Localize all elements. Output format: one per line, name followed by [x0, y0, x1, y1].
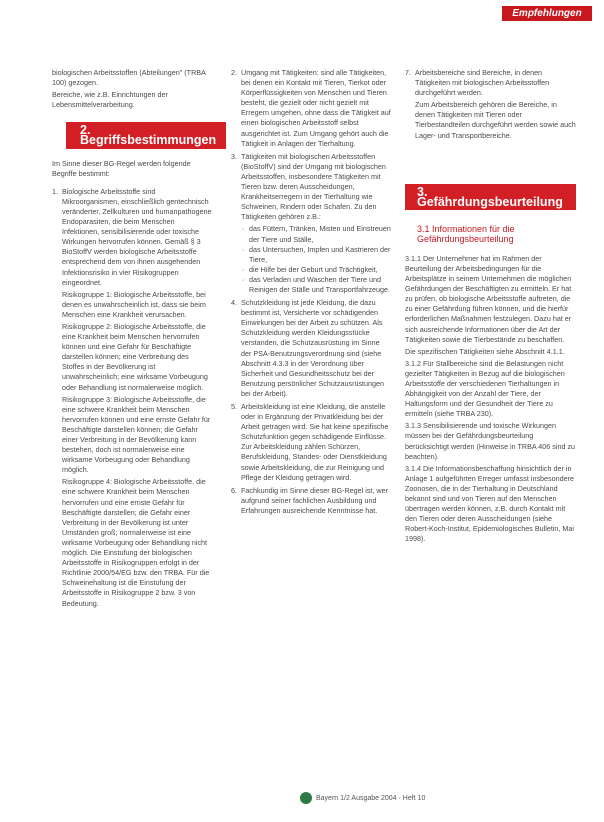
- intro-paragraph: Bereiche, wie z.B. Einrichtungen der Lebensmittelverarbeitung.: [52, 90, 168, 110]
- activity-item: · die Hilfe bei der Geburt und Trächtigkeit,: [241, 265, 392, 275]
- definition-list: [231, 68, 392, 516]
- footer-text: Bayern 1/2 Ausgabe 2004 · Heft 10: [316, 794, 426, 802]
- section-3-heading: 3. Gefährdungsbeurteilung: [405, 184, 576, 210]
- risk-group-2: Risikogruppe 2: Biologische Arbeitsstoffe, die eine Krankheit beim Menschen hervorrufen können und eine Gefahr für Beschäftigte darstellen können; eine Verbreitung des Stoffes in der Bevölkerung ist unwahrscheinlich; eine wirksame Vorbeugung oder Behandlung ist normalerweise möglich.: [62, 321, 208, 392]
- definition-item: [231, 152, 392, 295]
- item-number: 4.: [231, 298, 237, 308]
- publisher-logo-icon: [300, 792, 312, 804]
- body-paragraph: 3.1.2 Für Stallbereiche sind die Belastungen nicht gezielter Tätigkeiten in Bezug auf die biologischen Arbeitsstoffe der verschiedenen Tierhaltungen in Abhängigkeit von der Anzahl der Tiere, der Haltungsform und der Gesundheit der Tiere zu ermitteln (siehe TRBA 230).: [405, 358, 565, 419]
- body-paragraph: 3.1.3 Sensibilisierende und toxische Wirkungen müssen bei der Gefährdungsbeurteilung berücksichtigt werden (Hinweise in TRBA 406 sind zu beachten).: [405, 421, 576, 461]
- definition-text: Tätigkeiten mit biologischen Arbeitsstoffen (BioStoffV) sind der Umgang mit biologischen Arbeitsstoffen, insbesondere Tätigkeiten mit Tieren bzw. deren Ausscheidungen, Krankheitserregern in der Tierhaltung wie Schweinen, Rindern oder Schafen. Zu den Tätigkeiten gehören z.B.:: [241, 151, 386, 222]
- definition-text: Arbeitskleidung ist eine Kleidung, die anstelle oder in Ergänzung der Privatkleidung bei der Arbeit getragen wird. Sie hat keine spezifische Schutzfunktion gegen schädigende Einflüsse. Zur Arbeitskleidung zählen Schürzen, Berufskleidung, Standes- oder Dienstkleidung sowie Arbeitskleidung, die zur Reinigung und Pflege der Kleidung getragen wird.: [241, 402, 389, 482]
- definition-text: Fachkundig im Sinne dieser BG-Regel ist, wer aufgrund seiner fachlichen Ausbildung und Erfahrungen ausreichende Kenntnisse hat.: [241, 485, 389, 515]
- item-number: 2.: [231, 68, 237, 77]
- definition-list: [52, 187, 212, 609]
- activity-item: · das Verladen und Waschen der Tiere und Reinigen der Ställe und Transportfahrzeuge.: [241, 275, 392, 295]
- section-3-1-heading: 3.1 Informationen für die Gefährdungsbeurteilung: [417, 223, 515, 244]
- section-2-lead: Im Sinne dieser BG-Regel werden folgende Begriffe bestimmt:: [52, 158, 191, 178]
- item-number: 1.: [52, 186, 58, 196]
- definition-item: [231, 486, 392, 516]
- definition-text: Biologische Arbeitsstoffe sind Mikroorganismen, einschließlich gentechnisch veränderter, Zellkulturen und humanpathogene Endoparasiten, die beim Menschen Infektionen, sensibilisierende oder toxische Wirkungen hervorrufen können. Gemäß § 3 BioStoffV werden biologische Arbeitsstoffe entsprechend dem von ihnen ausgehenden Infektionsrisiko in vier Risikogruppen eingeordnet.: [62, 186, 212, 287]
- definition-text: Umgang mit Tätigkeiten: sind alle Tätigkeiten, bei denen ein Kontakt mit Tieren, Tierkot oder Körperflüssigkeiten von Menschen und Tieren besteht, die gezielt oder nicht gezielt mit Erregern umgehen, ohne dass die Tätigkeit auf einen biologischen Arbeitsstoff selbst ausgerichtet ist. Zum Umgang gehört auch die Tätigkeit in Anlagen der Tierhaltung.: [241, 68, 391, 148]
- column-1: [52, 68, 217, 612]
- page-footer: [300, 792, 425, 804]
- definition-item: [405, 68, 576, 141]
- risk-group-1: Risikogruppe 1: Biologische Arbeitsstoffe, bei denen es unwahrscheinlich ist, dass sie beim Menschen eine Krankheit verursachen.: [62, 289, 206, 319]
- definition-text: Zum Arbeitsbereich gehören die Bereiche, in denen Tätigkeiten mit Tieren oder Tierbestandteilen durchgeführt werden sowie auch Lager- und Transportbereiche.: [415, 100, 576, 140]
- section-tag: Empfehlungen: [502, 6, 592, 21]
- definition-item: [231, 298, 392, 399]
- definition-text: Arbeitsbereiche sind Bereiche, in denen Tätigkeiten mit biologischen Arbeitsstoffen durchgeführt werden.: [415, 68, 550, 98]
- risk-group-4: Risikogruppe 4: Biologische Arbeitsstoffe, die eine schwere Krankheit beim Menschen hervorrufen und eine ernste Gefahr für Beschäftigte darstellen; die Gefahr einer Verbreitung in der Bevölkerung ist unter Umständen groß; normalerweise ist eine wirksame Vorbeugung oder Behandlung nicht möglich. Die Einstufung der biologischen Arbeitsstoffe in Risikogruppen erfolgt in der Richtlinie 2000/54/EG bzw. den TRBA. Für die Schweinehaltung ist die Einstufung der Arbeitsstoffe in Risikogruppe 2 bzw. 3 von Bedeutung.: [62, 477, 210, 608]
- definition-item: [231, 68, 392, 149]
- section-2-heading: 2. Begriffsbestimmungen: [66, 122, 226, 148]
- item-number: 7.: [405, 68, 411, 77]
- risk-group-3: Risikogruppe 3: Biologische Arbeitsstoffe, die eine schwere Krankheit beim Menschen hervorrufen können und eine ernste Gefahr für Beschäftigte darstellen können; die Gefahr einer Verbreitung in der Bevölkerung kann bestehen, doch ist normalerweise eine wirksame Vorbeugung oder Behandlung möglich.: [62, 394, 211, 475]
- body-paragraph: 3.1.4 Die Informationsbeschaffung hinsichtlich der in Anlage 1 aufgeführten Erreger umfasst insbesondere Zoonosen, die in der Tierhaltung in Deutschland bekannt sind und von Tieren auf den Menschen übertragen werden können, z.B. durch Kontakt mit den Tieren oder deren Ausscheidungen (siehe Robert-Koch-Institut, Epidemiologisches Bulletin, Mai 1998).: [405, 463, 575, 544]
- definition-text: Schutzkleidung ist jede Kleidung, die dazu bestimmt ist, Versicherte vor schädigenden Einwirkungen bei der Arbeit zu schützen. Als Schutzkleidung werden Kleidungsstücke verstanden, die Schutzausrüstung im Sinne der PSA-Benutzungsverordnung sind (siehe Abschnitt 4.3.3 in der Verordnung über Sicherheit und Gesundheitsschutz bei der Benutzung persönlicher Schutzausrüstungen bei der Arbeit).: [241, 298, 385, 398]
- intro-paragraph: biologischen Arbeitsstoffen (Abteilungen" (TRBA 100) gezogen.: [52, 68, 206, 88]
- body-paragraph: 3.1.1 Der Unternehmer hat im Rahmen der Beurteilung der Arbeitsbedingungen für die Arbeitsplätze in seinem Unternehmen die möglichen Gefährdungen der Beschäftigten zu ermitteln. Er hat zu prüfen, ob biologische Arbeitsstoffe auftreten, die zu einer Gefährdung führen können, und die hierfür erforderlichen Maßnahmen festzulegen. Dazu hat er sich ausreichende Informationen über die Art der Tätigkeiten sowie die Tierbestände zu beschaffen.: [405, 253, 572, 344]
- body-paragraph: Die spezifischen Tätigkeiten siehe Abschnitt 4.1.1.: [405, 346, 565, 356]
- column-2: [231, 68, 392, 519]
- column-3: [405, 68, 576, 546]
- definition-item: [52, 187, 212, 609]
- item-number: 5.: [231, 402, 237, 411]
- definition-list: [405, 68, 576, 141]
- activity-list: [241, 224, 392, 295]
- item-number: 3.: [231, 151, 237, 161]
- activity-item: · das Untersuchen, Impfen und Kastrieren der Tiere,: [241, 245, 392, 265]
- definition-item: [231, 402, 392, 483]
- item-number: 6.: [231, 485, 237, 495]
- activity-item: · das Füttern, Tränken, Misten und Einstreuen der Tiere und Ställe,: [241, 224, 392, 244]
